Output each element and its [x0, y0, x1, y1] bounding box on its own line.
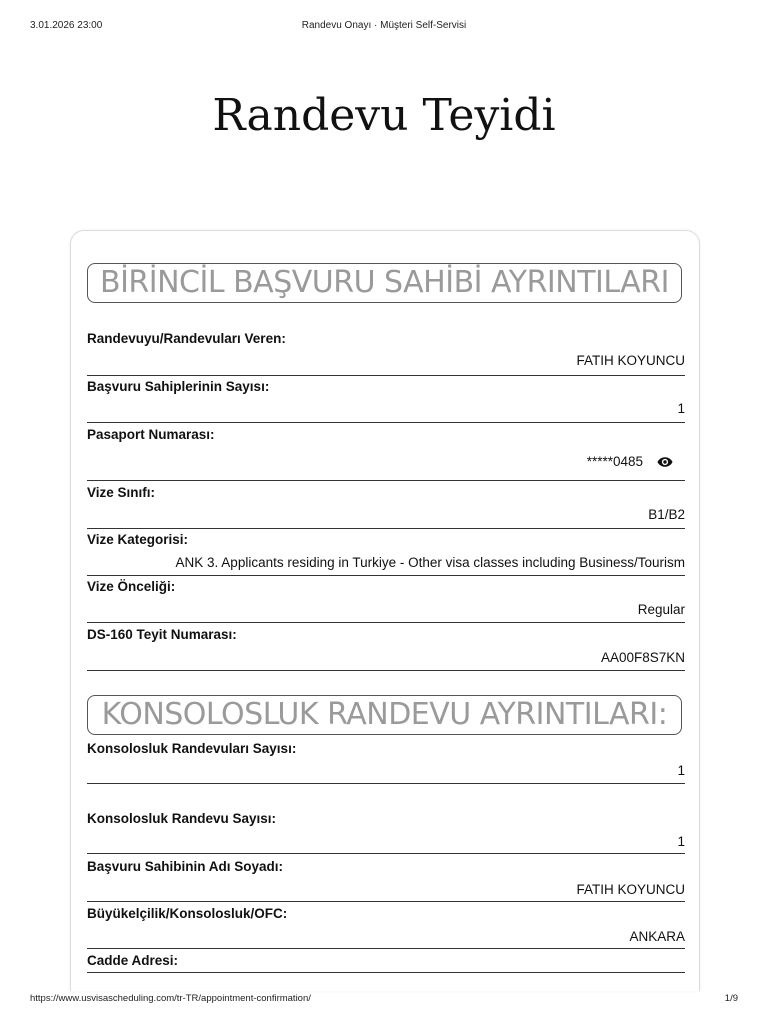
field-passport-number [87, 427, 685, 481]
field-visa-priority [87, 579, 685, 623]
field-label: DS-160 Teyit Numarası: [87, 627, 237, 642]
print-page-number: 1/9 [724, 993, 738, 1004]
field-label: Konsolosluk Randevu Sayısı: [87, 811, 277, 826]
field-visa-category [87, 532, 685, 576]
field-appointment-scheduler [87, 331, 685, 376]
field-value: 1 [677, 834, 685, 849]
field-value: 1 [677, 401, 685, 416]
primary-applicant-heading: BİRİNCİL BAŞVURU SAHİBİ AYRINTILARI [87, 263, 682, 303]
field-label: Başvuru Sahibinin Adı Soyadı: [87, 859, 284, 874]
print-page-url: https://www.usvisascheduling.com/tr-TR/appointment-confirmation/ [30, 993, 311, 1004]
field-consular-appointments-count [87, 741, 685, 784]
field-value: AA00F8S7KN [600, 650, 685, 665]
field-value: FATIH KOYUNCU [576, 882, 685, 897]
field-value: 1 [677, 763, 685, 778]
field-label: Cadde Adresi: [87, 953, 179, 968]
consular-appointment-heading: KONSOLOSLUK RANDEVU AYRINTILARI: [87, 695, 682, 735]
field-value: Regular [637, 602, 685, 617]
field-value: ANK 3. Applicants residing in Turkiye - Other visa classes including Business/Tourism [175, 555, 685, 570]
confirmation-card [70, 230, 700, 991]
field-applicant-full-name [87, 859, 685, 902]
field-visa-class [87, 485, 685, 529]
field-label: Vize Sınıfı: [87, 485, 156, 500]
page-title: Randevu Teyidi [212, 90, 556, 141]
field-value: B1/B2 [648, 507, 685, 522]
field-ds160-number [87, 627, 685, 671]
field-applicant-count [87, 379, 685, 423]
field-embassy-consulate [87, 906, 685, 949]
field-value: FATIH KOYUNCU [576, 353, 685, 368]
field-label: Başvuru Sahiplerinin Sayısı: [87, 379, 270, 394]
eye-icon[interactable] [657, 456, 673, 468]
field-label: Büyükelçilik/Konsolosluk/OFC: [87, 906, 288, 921]
field-label: Randevuyu/Randevuları Veren: [87, 331, 286, 346]
print-date: 3.01.2026 23:00 [30, 20, 103, 31]
field-consular-appointment-number [87, 811, 685, 854]
field-label: Pasaport Numarası: [87, 427, 215, 442]
field-street-address [87, 953, 685, 973]
field-value: ANKARA [629, 929, 685, 944]
print-document-title: Randevu Onayı · Müşteri Self-Servisi [301, 20, 467, 31]
print-header [0, 20, 768, 34]
field-label: Konsolosluk Randevuları Sayısı: [87, 741, 297, 756]
passport-masked-value: *****0485 [586, 454, 643, 469]
print-footer [0, 993, 768, 1007]
field-label: Vize Önceliği: [87, 579, 176, 594]
field-value-row [587, 454, 685, 469]
field-label: Vize Kategorisi: [87, 532, 189, 547]
